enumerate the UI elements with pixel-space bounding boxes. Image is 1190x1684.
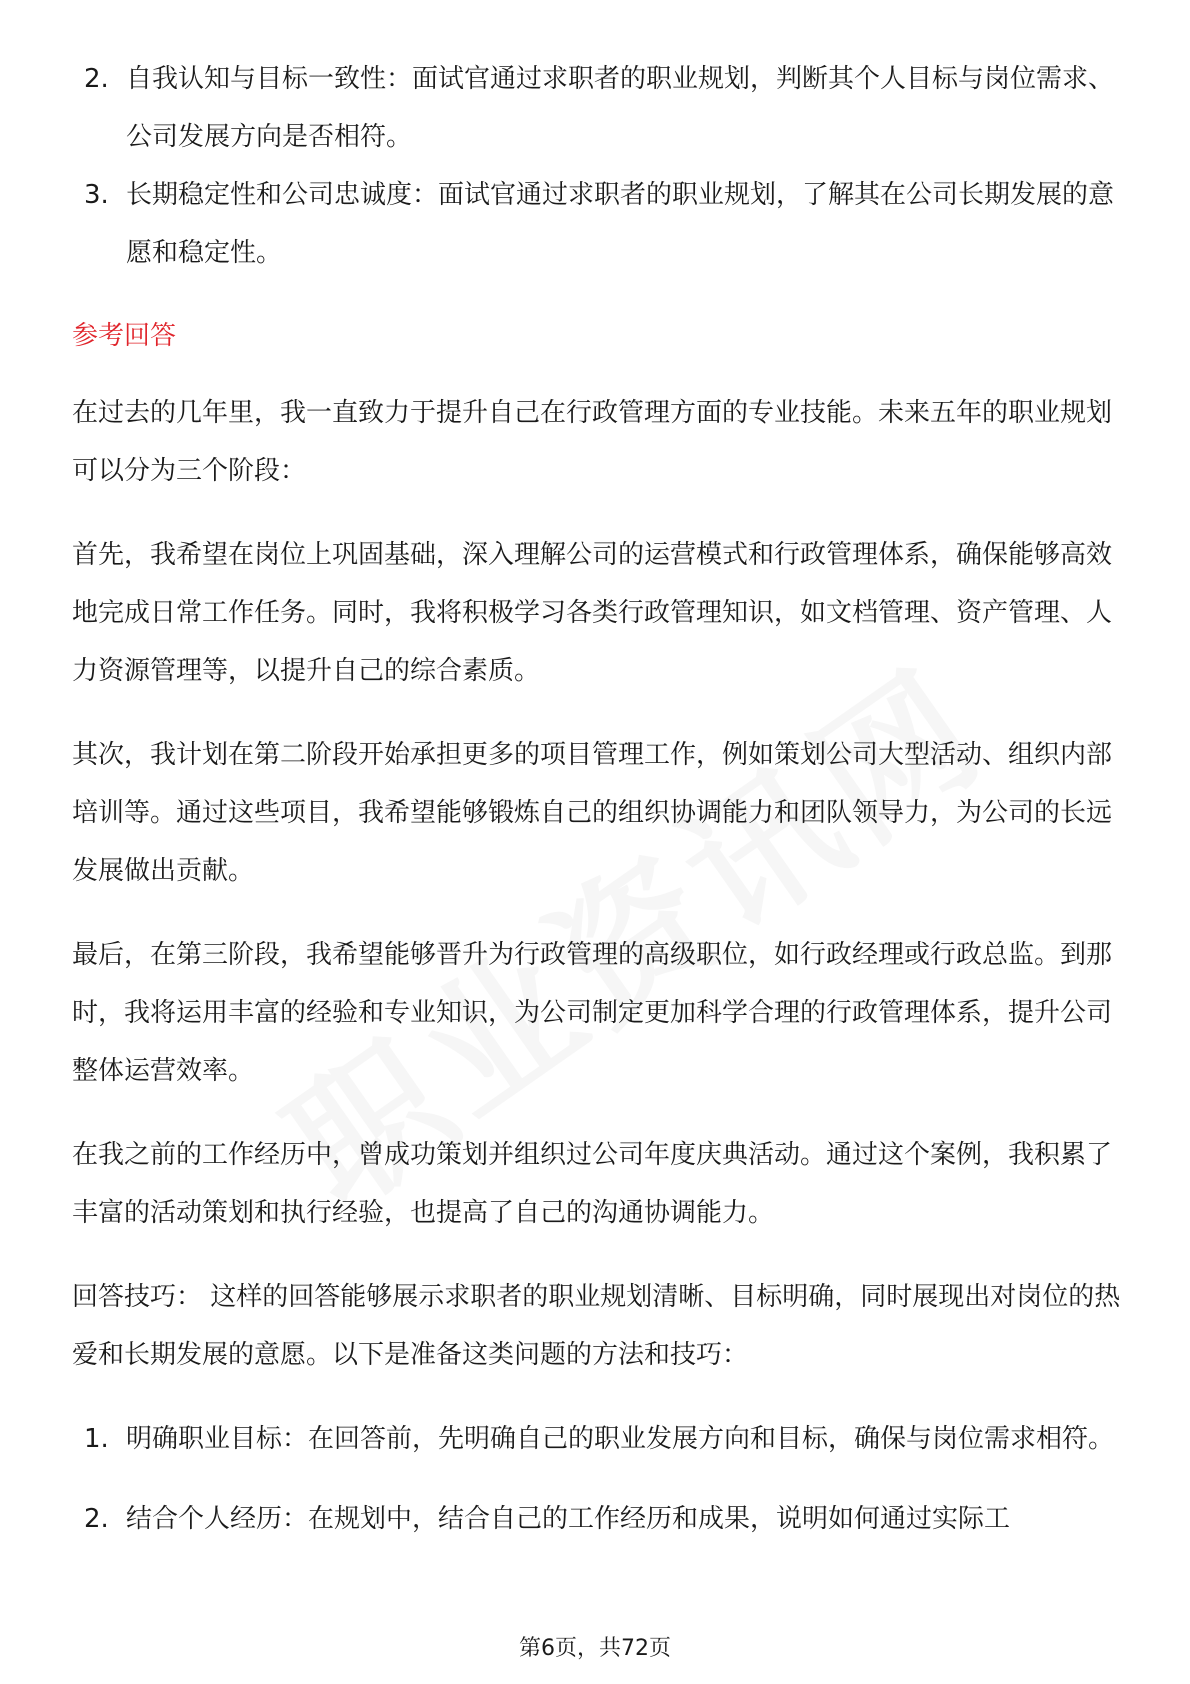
list-item [72, 166, 1122, 282]
answer-paragraph: 首先，我希望在岗位上巩固基础，深入理解公司的运营模式和行政管理体系，确保能够高效地完成日常工作任务。同时，我将积极学习各类行政管理知识，如文档管理、资产管理、人力资源管理等，以提升自己的综合素质。 [72, 540, 1113, 686]
list-number: 2. [84, 64, 109, 94]
answer-paragraph: 在我之前的工作经历中，曾成功策划并组织过公司年度庆典活动。通过这个案例，我积累了丰富的活动策划和执行经验，也提高了自己的沟通协调能力。 [72, 1140, 1113, 1228]
page-footer: 第6页，共72页 [519, 1636, 671, 1661]
list-text: 明确职业目标：在回答前，先明确自己的职业发展方向和目标，确保与岗位需求相符。 [126, 1424, 1115, 1454]
section-heading: 参考回答 [72, 321, 177, 351]
list-text: 长期稳定性和公司忠诚度：面试官通过求职者的职业规划，了解其在公司长期发展的意愿和稳定性。 [126, 180, 1115, 268]
list-number: 3. [84, 180, 109, 210]
list-text: 结合个人经历：在规划中，结合自己的工作经历和成果，说明如何通过实际工 [126, 1504, 1011, 1534]
answer-paragraph: 其次，我计划在第二阶段开始承担更多的项目管理工作，例如策划公司大型活动、组织内部培训等。通过这些项目，我希望能够锻炼自己的组织协调能力和团队领导力，为公司的长远发展做出贡献。 [72, 740, 1113, 886]
criteria-list [72, 50, 1122, 282]
document-page [72, 50, 1122, 1570]
list-text: 自我认知与目标一致性：面试官通过求职者的职业规划，判断其个人目标与岗位需求、公司发展方向是否相符。 [126, 64, 1115, 152]
list-item [72, 1410, 1122, 1468]
list-number: 2. [84, 1504, 109, 1534]
list-item [72, 1490, 1122, 1548]
list-number: 1. [84, 1424, 109, 1454]
tips-list [72, 1410, 1122, 1548]
answer-paragraph: 在过去的几年里，我一直致力于提升自己在行政管理方面的专业技能。未来五年的职业规划可以分为三个阶段： [72, 398, 1113, 486]
answer-paragraph: 最后，在第三阶段，我希望能够晋升为行政管理的高级职位，如行政经理或行政总监。到那时，我将运用丰富的经验和专业知识，为公司制定更加科学合理的行政管理体系，提升公司整体运营效率。 [72, 940, 1113, 1086]
list-item [72, 50, 1122, 166]
tips-paragraph: 回答技巧： 这样的回答能够展示求职者的职业规划清晰、目标明确，同时展现出对岗位的热爱和长期发展的意愿。以下是准备这类问题的方法和技巧： [72, 1282, 1121, 1370]
